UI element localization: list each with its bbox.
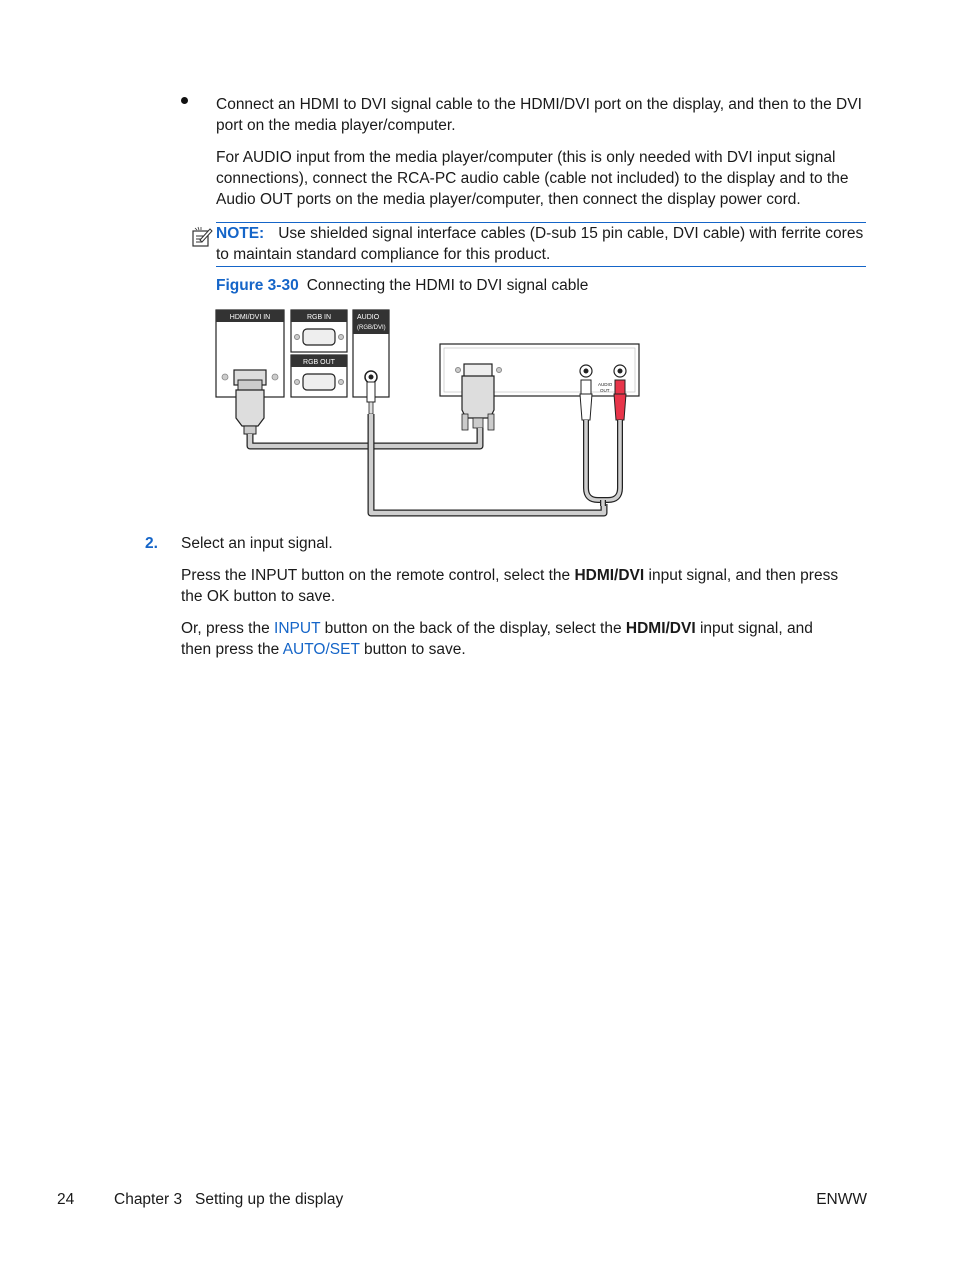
rgb-in-label: RGB IN	[306, 314, 332, 321]
rgb-out-port-panel	[291, 355, 347, 397]
audio-out-sub-label: OUT	[600, 388, 610, 393]
note-label: NOTE:	[216, 225, 265, 242]
dvi-plug	[462, 376, 494, 430]
figure-caption-text: Connecting the HDMI to DVI signal cable	[306, 277, 589, 294]
rgb-in-port-panel	[291, 310, 347, 352]
input-link[interactable]: INPUT	[274, 620, 321, 637]
figure-caption	[216, 275, 588, 296]
step2-paragraph-2: Or, press the INPUT button on the back of the display, select the HDMI/DVI input signal, and then press the AUTO/SET button to save.	[181, 620, 813, 658]
rgb-out-label: RGB OUT	[303, 359, 335, 366]
step2-title: Select an input signal.	[181, 535, 333, 552]
step2-paragraph-1: Press the INPUT button on the remote control, select the HDMI/DVI input signal, and then press the OK button to save.	[181, 567, 839, 605]
chapter-title: Chapter 3 Setting up the display	[114, 1191, 344, 1208]
audio-sub-label: (RGB/DVI)	[357, 325, 386, 331]
hdmi-plug	[236, 380, 264, 434]
auto-set-link[interactable]: AUTO/SET	[282, 641, 360, 658]
page-number: 24	[57, 1191, 75, 1208]
figure-label: Figure 3-30	[216, 277, 299, 294]
audio-plug-display	[367, 382, 375, 414]
footer-code: ENWW	[816, 1191, 867, 1208]
step2-number: 2.	[145, 535, 158, 552]
hdmi-dvi-connection-figure	[214, 308, 644, 520]
note-box	[216, 222, 866, 267]
audio-label: AUDIO	[357, 314, 380, 321]
audio-paragraph: For AUDIO input from the media player/computer (this is only needed with DVI input signal connections), connect the RCA-PC audio cable (cable not included) to the display and to the Audio OUT ports on the media player/computer, then connect the display power cord.	[216, 149, 849, 208]
note-icon	[191, 226, 213, 248]
audio-out-label: AUDIO	[598, 382, 613, 387]
bullet-text: Connect an HDMI to DVI signal cable to the HDMI/DVI port on the display, and then to the DVI port on the media player/computer.	[216, 96, 862, 134]
bullet-marker	[181, 97, 188, 104]
hdmi-dvi-in-label: HDMI/DVI IN	[229, 314, 271, 321]
note-text: Use shielded signal interface cables (D-sub 15 pin cable, DVI cable) with ferrite cores to maintain standard compliance for this product.	[216, 225, 864, 263]
